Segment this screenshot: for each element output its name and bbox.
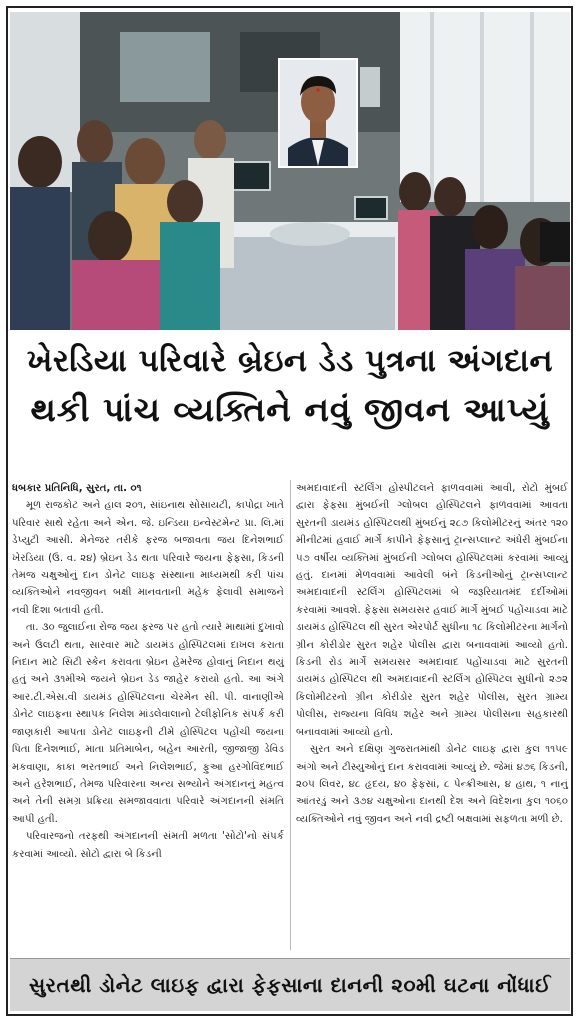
headline-line-2: થકી પાંચ વ્યક્તિને નવું જીવન આપ્યું <box>30 390 550 429</box>
bottom-banner: સુરતથી ડોનેટ લાઇફ દ્વારા ફેફસાના દાનની ૨૦મી ઘટના નોંધાઈ <box>10 958 570 1011</box>
article-body <box>12 480 568 950</box>
headline-line-1: ખેરડિયા પરિવારે બ્રેઇન ડેડ પુત્રના અંગદાન <box>26 343 554 379</box>
article-paragraph: અમદાવાદની સ્ટર્લિંગ હોસ્પીટલને ફાળવવામાં આવી, રોટો મુંબઈ દ્વારા ફેફસા મુંબઈની ગ્લોબલ હોસ્પિટલને ફાળવવામાં આવતા સુરતની ડાયમંડ હોસ્પિટલથી મુંબઈનું ૨૮૭ કિલોમીટરનું અંતર ૧૨૦ મીનીટમાં હવાઈ માર્ગે કાપીને ફેફસાનું ટ્રાન્સપ્લાન્ટ અંધેરી મુંબઈના ૫૭ વર્ષીય વ્યક્તિમાં મુંબઈની ગ્લોબલ હોસ્પિટલમાં કરવામાં આવ્યું હતું. દાનમાં મેળવવામાં આવેલી બંને કિડનીઓનું ટ્રાન્સપ્લાન્ટ અમદાવાદની સ્ટર્લિંગ હોસ્પિટલમાં બે જરૂરિયાતમંદ દર્દીઓમાં કરવામાં આવશે. ફેફસા સમયસર હવાઈ માર્ગે મુંબઈ પહોંચાડવા માટે ડાયમંડ હોસ્પિટલ થી સુરત એરપોર્ટ સુધીના ૧૮ કિલોમીટરના માર્ગનો ગ્રીન કોરીડોર સુરત શહેર પોલીસ દ્વારા બનાવવામાં આવ્યો હતો. કિડની રોડ માર્ગે સમયસર અમદાવાદ પહોંચાડવા માટે સુરતની ડાયમંડ હોસ્પિટલ થી અમદાવાદની સ્ટર્લિંગ હોસ્પિટલ સુધીનો ૨૭૨ કિલોમીટરનો ગ્રીન કોરીડોર સુરત શહેર પોલીસ, સુરત ગ્રામ્ય પોલીસ, રાજ્યના વિવિધ શહેર અને ગ્રામ્ય પોલીસના સહકારથી બનાવવામાં આવ્યો હતો. <box>296 483 568 738</box>
article-paragraph: મૂળ રાજકોટ અને હાલ ૨૦૧, સાંઇનાથ સોસાયટી, કાપોદ્રા ખાતે પરિવાર સાથે રહેતા અને એન. જે. ઇન્ડિયા ઇન્વેસ્ટમેન્ટ પ્રા. લિ.માં ડેપ્યુટી આસી. મેનેજર તરીકે ફરજ બજાવતા જય દિનેશભાઈ ખેરડિયા (ઉ. વ. ૨૪) બ્રેઇન ડેડ થતા પરિવારે જયના ફેફસા, કિડની તેમજ ચક્ષુઓનું દાન ડોનેટ લાઇફ સંસ્થાના માધ્યમથી કરી પાંચ વ્યક્તિઓને નવજીવન બક્ષી માનવતાની મહેક ફેલાવી સમાજને નવી દિશા બતાવી હતી. <box>12 500 284 616</box>
news-photo <box>10 12 570 330</box>
portrait-inset <box>278 58 358 168</box>
portrait-image <box>280 60 356 166</box>
headline <box>10 338 570 436</box>
article-paragraph <box>12 480 284 497</box>
article-paragraph: સુરત અને દક્ષિણ ગુજરાતમાંથી ડોનેટ લાઇફ દ્વારા કુલ ૧૧૫૯ અંગો અને ટીસ્યુઓનું દાન કરાવવામાં આવ્યું છે. જેમાં ૪૭૬ કિડની, ૨૦૫ લિવર, ૪૮ હૃદય, ૪૦ ફેફસાં, ૮ પેન્ક્રીઆસ, ૪ હાથ, ૧ નાનું આંતરડું અને ૩૭૪ ચક્ષુઓના દાનથી દેશ અને વિદેશના કુલ ૧૦૬૦ વ્યક્તિઓને નવું જીવન અને નવી દ્રષ્ટી બક્ષવામાં સફળતા મળી છે. <box>296 744 568 825</box>
article-paragraph: પરિવારજનો તરફથી અંગદાનની સંમતી મળતા 'સોટો'નો સંપર્ક કરવામાં આવ્યો. સોટો દ્વારા બે કિડની <box>12 831 284 860</box>
article-column-1 <box>12 480 284 950</box>
dateline: ધબકાર પ્રતિનિધિ, સુરત, તા. ૦૧ <box>12 483 142 494</box>
article-column-2 <box>296 480 568 950</box>
article-paragraph: તા. ૩૦ જુલાઈના રોજ જય ફરજ પર હતો ત્યારે માથામાં દુખાવો અને ઉલટી થતા, સારવાર માટે ડાયમંડ હોસ્પિટલમાં દાખલ કરાતા નિદાન માટે સિટી સ્કેન કરાવતા બ્રેઇન હેમરેજ હોવાનું નિદાન થયું હતું અને ૩૧મીએ જયને બ્રેઇન ડેડ જાહેર કરાયો હતો. આ અંગે આર.ટી.એસ.વી ડાયમંડ હોસ્પિટલના ચેરમેન સી. પી. વાનાણીએ ડોનેટ લાઇફના સ્થાપક નિલેશ માંડલેવાલાનો ટેલીફોનિક સંપર્ક કરી જાણકારી આપતા ડોનેટ લાઇફની ટીમે હોસ્પિટલ પહોંચી જયના પિતા દિનેશભાઈ, માતા પ્રતિમાબેન, બહેન આરતી, જીજાજી ડેવિડ મકવાણા, કાકા ભરતભાઈ અને નિલેશભાઈ, ફુઆ હરગોવિંદભાઈ અને હરેશભાઈ, તેમજ પરિવારના અન્ય સભ્યોને અંગદાનનું મહત્વ અને તેની સમગ્ર પ્રક્રિયા સમજાવવાતા પરિવારે અંગદાનની સંમતિ આપી હતી. <box>12 622 284 825</box>
